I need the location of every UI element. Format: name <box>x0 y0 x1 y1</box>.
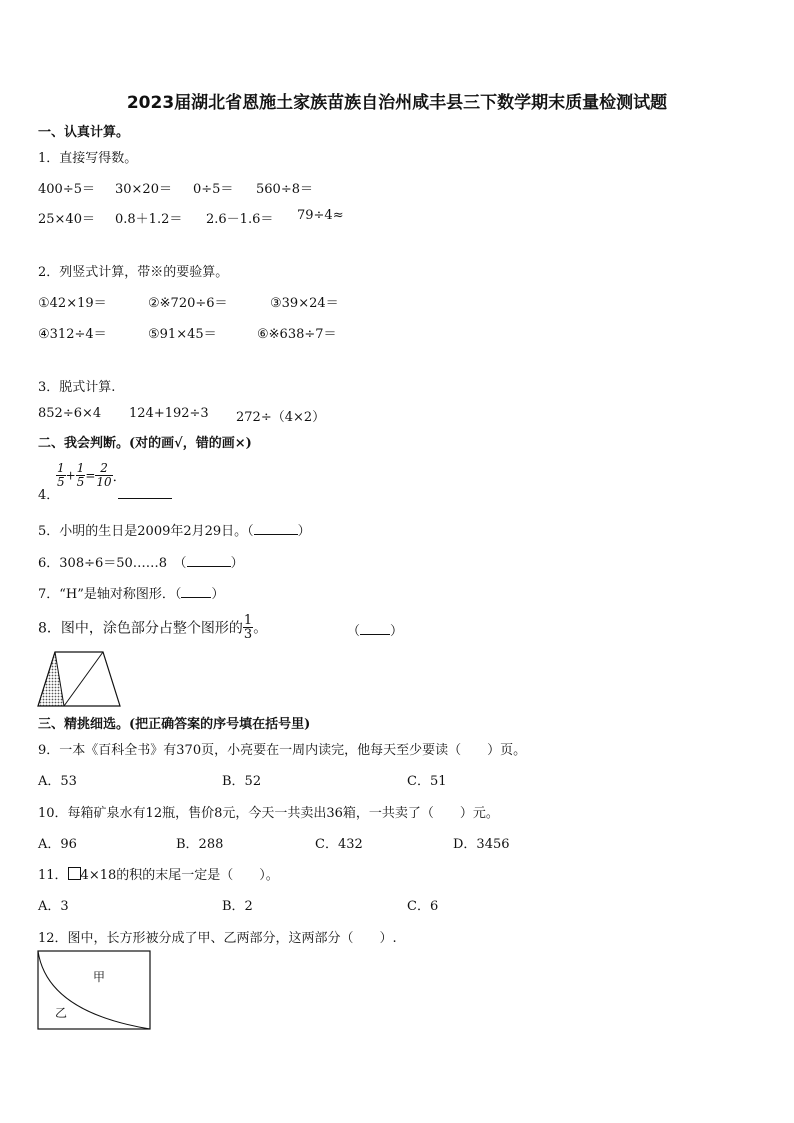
q3-item: 124+192÷3 <box>129 406 209 421</box>
q11-text: 4×18的积的末尾一定是（ ）。 <box>80 868 279 883</box>
diagonal-line <box>64 652 103 706</box>
plus-sign: + <box>65 468 76 483</box>
option-a[interactable]: A．96 <box>38 837 77 852</box>
q1-item: 25×40＝ <box>38 212 95 227</box>
q3-heading: 3．脱式计算. <box>38 380 116 395</box>
q2-item: ⑥※638÷7＝ <box>257 327 337 342</box>
q1-item: 30×20＝ <box>115 182 172 197</box>
q12-question: 12．图中，长方形被分成了甲、乙两部分，这两部分（ ）. <box>38 931 397 946</box>
q8-text: 8．图中，涂色部分占整个图形的 <box>38 620 243 637</box>
q10-question: 10．每箱矿泉水有12瓶，售价8元，今天一共卖出36箱，一共卖了（ ）元。 <box>38 806 499 821</box>
q1-item: 0÷5＝ <box>193 182 234 197</box>
q5-text: 5．小明的生日是2009年2月29日。（ <box>38 524 254 539</box>
q2-item: ⑤91×45＝ <box>148 327 217 342</box>
fraction: $\frac{1}{5}$ <box>57 461 65 489</box>
shaded-triangle <box>38 652 64 706</box>
option-b[interactable]: B．52 <box>222 774 262 789</box>
q2-item: ①42×19＝ <box>38 296 107 311</box>
q2-item: ③39×24＝ <box>270 296 339 311</box>
q11-question <box>38 864 279 883</box>
option-c[interactable]: C．432 <box>315 837 363 852</box>
q6-close: ） <box>230 556 244 571</box>
answer-blank[interactable] <box>254 522 298 535</box>
q1-item: 560÷8＝ <box>256 182 313 197</box>
option-c[interactable]: C．6 <box>407 899 439 914</box>
q8-period: 。 <box>253 620 268 637</box>
option-c[interactable]: C．51 <box>407 774 447 789</box>
q1-item: 2.6－1.6＝ <box>206 212 274 227</box>
answer-blank[interactable] <box>118 498 172 499</box>
q1-item: 79÷4≈ <box>297 208 344 223</box>
q6-text: 6．308÷6＝50……8 （ <box>38 556 187 571</box>
q11-number: 11． <box>38 868 68 883</box>
answer-blank[interactable] <box>181 585 211 598</box>
q8-answer-paren: （ ） <box>347 624 404 639</box>
q7-close: ） <box>211 587 225 602</box>
fraction: $\frac{2}{10}$ <box>96 461 112 489</box>
q9-question: 9．一本《百科全书》有370页，小亮要在一周内读完，他每天至少要读（ ）页。 <box>38 743 527 758</box>
fraction: $\frac{1}{5}$ <box>76 461 85 489</box>
option-b[interactable]: B．288 <box>176 837 224 852</box>
q6-question <box>38 552 244 571</box>
q1-item: 400÷5＝ <box>38 182 95 197</box>
q2-item: ④312÷4＝ <box>38 327 107 342</box>
q2-heading: 2．列竖式计算，带※的要验算。 <box>38 265 229 280</box>
q5-close: ） <box>297 524 311 539</box>
q2-item: ②※720÷6＝ <box>148 296 228 311</box>
label-yi: 乙 <box>55 1006 68 1020</box>
q4-expression <box>56 462 126 489</box>
option-a[interactable]: A．3 <box>38 899 69 914</box>
answer-blank[interactable] <box>187 554 231 567</box>
answer-blank[interactable] <box>360 622 390 635</box>
section-3-heading: 三、精挑细选。(把正确答案的序号填在括号里) <box>38 717 311 732</box>
label-jia: 甲 <box>93 970 106 984</box>
page-title: 2023届湖北省恩施土家族苗族自治州咸丰县三下数学期末质量检测试题 <box>126 93 668 113</box>
q7-question <box>38 583 224 602</box>
equals-sign: = <box>85 468 96 483</box>
option-d[interactable]: D．3456 <box>453 837 510 852</box>
q1-heading: 1．直接写得数。 <box>38 151 138 166</box>
option-b[interactable]: B．2 <box>222 899 253 914</box>
section-1-heading: 一、认真计算。 <box>38 125 130 140</box>
blank-box[interactable] <box>68 867 81 880</box>
option-a[interactable]: A．53 <box>38 774 77 789</box>
q3-item: 852÷6×4 <box>38 406 102 421</box>
fraction: $\frac{1}{3}$ <box>243 613 253 642</box>
q5-question <box>38 520 311 539</box>
q4-number: 4． <box>38 488 60 503</box>
q1-item: 0.8＋1.2＝ <box>115 212 183 227</box>
q7-text: 7．“H”是轴对称图形．（ <box>38 587 182 602</box>
section-2-heading: 二、我会判断。(对的画√，错的画×) <box>38 436 252 451</box>
parallelogram-figure <box>36 650 122 708</box>
q3-item: 272÷（4×2） <box>236 410 326 425</box>
q4-period: ． <box>112 470 126 485</box>
q8-question <box>38 614 267 641</box>
